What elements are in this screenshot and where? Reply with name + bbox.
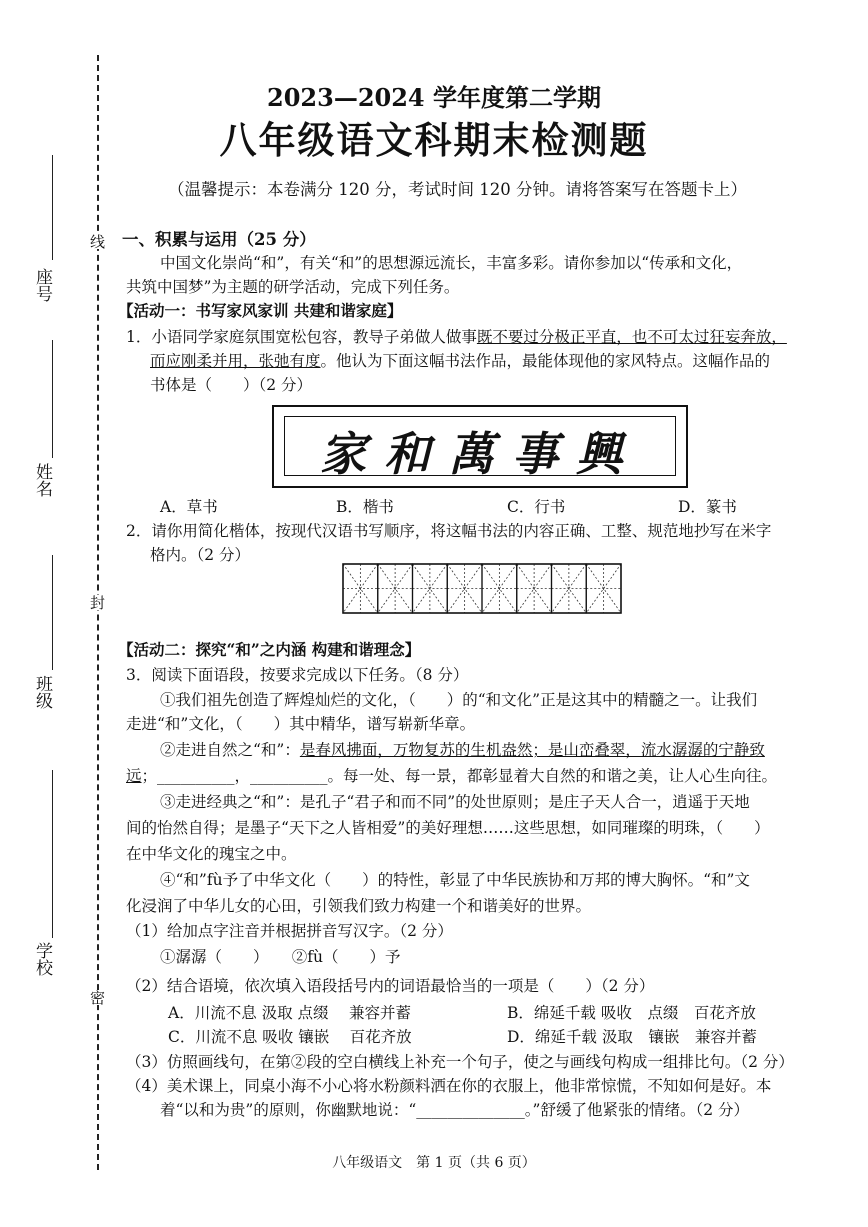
subquestion-1-items: ①潺潺（ ） ②fù（ ）予 [160,948,401,966]
subquestion-2-option-b: B．绵延千载 吸收 点缀 百花齐放 [507,1004,756,1022]
paragraph-1-line-2: 走进“和”文化，（ ）其中精华，谱写崭新华章。 [126,715,476,733]
p2-rest: ；__________，__________。每一处、每一景，都彰显着大自然的和谐之美，让人心生向往。 [141,767,778,785]
subquestion-2: （2）结合语境，依次填入语段括号内的词语最恰当的一项是（ ）（2 分） [126,977,655,995]
paragraph-2-line-2 [126,766,777,786]
subquestion-4-line-2: 着“以和为贵”的原则，你幽默地说：“______________。”舒缓了他紧张的情绪。（2 分） [160,1101,749,1119]
question-1-line-1 [126,327,787,347]
mi-character-grid [342,563,622,614]
exam-title: 八年级语文科期末检测题 [219,118,649,162]
paragraph-2-line-1 [160,740,765,760]
paragraph-3-line-2: 间的怡然自得；是墨子“天下之人皆相爱”的美好理想……这些思想，如同璀璨的明珠，（ ） [126,819,770,837]
subquestion-3: （3）仿照画线句，在第②段的空白横线上补充一个句子，使之与画线句构成一组排比句。（2 分） [126,1053,794,1071]
question-3: 3．阅读下面语段，按要求完成以下任务。（8 分） [126,666,469,684]
activity-1-heading: 【活动一：书写家风家训 共建和谐家庭】 [118,301,403,320]
question-1-line-3: 书体是（ ）（2 分） [150,376,313,394]
q1-text-d: 。他认为下面这幅书法作品，最能体现他的家风特点。这幅作品的 [320,352,771,370]
p2-lead: ②走进自然之“和”： [160,741,300,759]
binding-mark-secret: 密 [88,990,106,1005]
subquestion-1: （1）给加点字注音并根据拼音写汉字。（2 分） [126,922,453,940]
seat-number-blank [52,155,53,260]
calligraphy-artwork: 家和萬事興 [320,427,640,481]
intro-line-1: 中国文化崇尚“和”，有关“和”的思想源远流长，丰富多彩。请你参加以“传承和文化， [160,254,743,272]
question-2-line-2: 格内。（2 分） [150,546,251,564]
school-label: 学校 [32,942,52,976]
q1-underlined-a: 既不要过分极正平直，也不可太过狂妄奔放， [476,328,787,346]
name-blank [52,340,53,458]
page-footer: 八年级语文 第 1 页（共 6 页） [332,1155,536,1171]
subquestion-4-line-1: （4）美术课上，同桌小海不小心将水粉颜料洒在你的衣服上，他非常惊慌，不知如何是好。本 [126,1077,772,1095]
class-label: 班级 [32,675,52,709]
binding-mark-line: 线 [88,234,106,249]
paragraph-4-line-1: ④“和”fù予了中华文化（ ）的特性，彰显了中华民族协和万邦的博大胸怀。“和”文 [160,871,750,889]
school-blank [52,770,53,938]
paragraph-1-line-1: ①我们祖先创造了辉煌灿烂的文化，（ ）的“和文化”正是这其中的精髓之一。让我们 [160,691,758,709]
q1-text-a: 1．小语同学家庭氛围宽松包容，教导子弟做人做事 [126,328,477,346]
binding-mark-seal: 封 [88,595,106,610]
option-a: A．草书 [160,498,218,516]
p2-underlined: 是春风拂面，万物复苏的生机盎然；是山峦叠翠，流水潺潺的宁静致 [299,741,765,759]
option-b: B．楷书 [336,498,394,516]
p2-underlined-end: 远 [126,767,142,785]
activity-2-heading: 【活动二：探究“和”之内涵 构建和谐理念】 [118,640,421,659]
option-c: C．行书 [507,498,566,516]
subquestion-2-option-a: A．川流不息 汲取 点缀 兼容并蓄 [168,1004,411,1022]
exam-tip: （温馨提示：本卷满分 120 分，考试时间 120 分钟。请将答案写在答题卡上） [168,180,747,199]
paragraph-3-line-3: 在中华文化的瑰宝之中。 [126,845,297,863]
subquestion-2-option-d: D．绵延千载 汲取 镶嵌 兼容并蓄 [507,1028,757,1046]
class-blank [52,555,53,670]
subquestion-2-option-c: C．川流不息 吸收 镶嵌 百花齐放 [168,1028,412,1046]
q1-underlined-b: 而应刚柔并用，张弛有度 [150,352,321,370]
seat-number-label: 座号 [32,268,52,302]
name-label: 姓名 [32,463,52,497]
question-1-line-2 [150,351,770,371]
section-heading: 一、积累与运用（25 分） [122,230,316,249]
intro-line-2: 共筑中国梦”为主题的研学活动，完成下列任务。 [126,278,460,296]
option-d: D．篆书 [678,498,737,516]
exam-term: 2023—2024 学年度第二学期 [267,83,601,112]
question-2-line-1: 2．请你用简化楷体，按现代汉语书写顺序，将这幅书法的内容正确、工整、规范地抄写在米字 [126,522,772,540]
paragraph-3-line-1: ③走进经典之“和”：是孔子“君子和而不同”的处世原则；是庄子天人合一，逍遥于天地 [160,793,750,811]
paragraph-4-line-2: 化浸润了中华儿女的心田，引领我们致力构建一个和谐美好的世界。 [126,897,592,915]
